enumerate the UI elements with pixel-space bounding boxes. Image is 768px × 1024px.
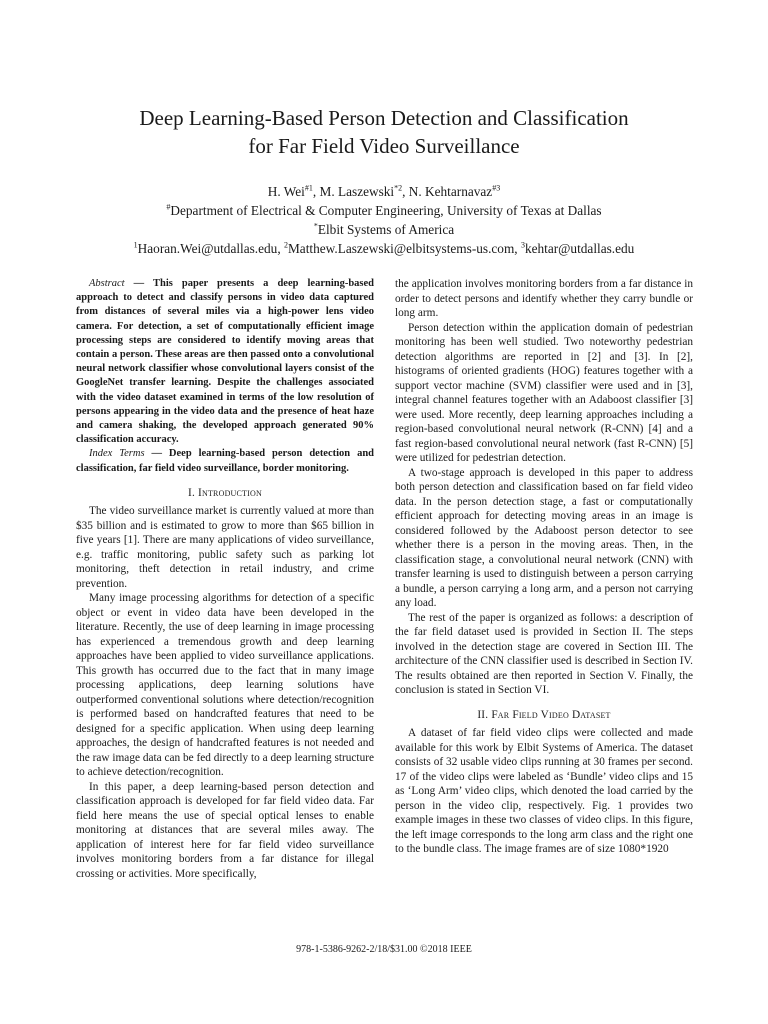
- paragraph: In this paper, a deep learning-based person detection and classification approach is developed for far field video data. Far field here means the use of special optical lenses to enable monitoring at distances that are several miles away. The application of interest here for far field video surveillance involves monitoring borders from a far distance for illegal crossing or activities. More specifically,: [76, 780, 374, 880]
- paragraph: Person detection within the application domain of pedestrian monitoring has been well studied. Two noteworthy pedestrian detection algorithms are reported in [2] and [3]. In [2], histograms of oriented gradients (HOG) features together with a support vector machine (SVM) classifier were used and in [3], integral channel features together with an Adaboost classifier [3] were used. More recently, deep learning approaches including a region-based convolutional neural network (R-CNN) [4] and a fast region-based convolutional neural network (fast R-CNN) [5] were utilized for pedestrian detection.: [395, 321, 693, 464]
- right-column: [395, 277, 693, 857]
- affiliation-2: *Elbit Systems of America: [313, 221, 455, 237]
- abstract: Abstract — This paper presents a deep learning-based approach to detect and classify persons in video data captured from distances of several miles via a high-power lens video camera. For detection, a set of computationally efficient image processing steps are considered to identify moving areas that contain a person. These areas are then passed onto a convolutional neural network classifier whose convolutional layers consist of the GoogleNet transfer learning. Despite the challenges associated with the video dataset examined in terms of the low resolution of persons appearing in the video data and the presence of heat haze and camera shaking, the developed approach generated 90% classification accuracy.: [76, 278, 375, 446]
- author-block: [0, 182, 768, 258]
- section-heading-dataset: II. Far Field Video Dataset: [477, 708, 611, 721]
- paragraph: Many image processing algorithms for detection of a specific object or event in video data have been developed in the literature. Recently, the use of deep learning in image processing has experienced a tremendous growth and deep learning approaches have been applied to video surveillance applications. This growth has occurred due to the fact that in many image processing applications, deep learning solutions have outperformed conventional solutions where detection/recognition is performed based on handcrafted features that need to be designed for a specific application. When using deep learning approaches, the design of handcrafted features is not needed and the raw image data can be fed directly to a deep learning structure to achieve detection/recognition.: [76, 592, 374, 779]
- paragraph: A two-stage approach is developed in this paper to address both person detection and classification based on far field video data. In the person detection stage, a fast or computationally efficient approach for detecting moving areas in an image is considered followed by the Adaboost person detector to see whether there is a person in the moving areas. Then, in the classification stage, a convolutional neural network (CNN) with transfer learning is used to distinguish between a person carrying a bundle, a person carrying a long arm, and a person not carrying any load.: [395, 466, 693, 609]
- paragraph: the application involves monitoring borders from a far distance in order to detect persons and identify whether they carry bundle or long arm.: [395, 278, 693, 319]
- copyright-footer: 978-1-5386-9262-2/18/$31.00 ©2018 IEEE: [296, 944, 472, 955]
- affiliation-1: #Department of Electrical & Computer Engineering, University of Texas at Dallas: [166, 202, 602, 218]
- paragraph: The video surveillance market is currently valued at more than $35 billion and is estimated to grow to more than $65 billion in five years [1]. There are many applications of video surveillance, e.g. traffic monitoring, public safety such as parking lot monitoring, theft detection in retail industry, and crime prevention.: [76, 505, 374, 590]
- author-emails: $^1$Haoran.Wei@utdallas.edu, $^2$Matthew.Laszewski@elbitsystems-us.com, $^3$kehtar@utdallas.edu: [133, 240, 635, 256]
- section-heading-introduction: I. Introduction: [188, 486, 262, 499]
- paper-title: [0, 104, 768, 160]
- title-line-2: for Far Field Video Surveillance: [248, 134, 520, 158]
- index-terms: Index Terms — Deep learning-based person detection and classification, far field video surveillance, border monitoring.: [76, 448, 374, 474]
- paragraph: The rest of the paper is organized as follows: a description of the far field dataset used is provided in Section II. The steps involved in the detection stage are covered in Section III. The architecture of the CNN classifier used is described in Section IV. The results obtained are then reported in Section V. Finally, the conclusion is stated in Section VI.: [395, 611, 693, 696]
- paragraph: A dataset of far field video clips were collected and made available for this work by Elbit Systems of America. The dataset consists of 32 usable video clips running at 30 frames per second. 17 of the video clips were labeled as ‘Bundle’ video clips and 15 as ‘Long Arm’ video clips, which denoted the load carried by the person in the video clip, respectively. Fig. 1 provides two example images in these two classes of video clips. In this figure, the left image corresponds to the long arm class and the right one to the bundle class. The image frames are of size 1080*1920: [395, 727, 693, 855]
- title-line-1: Deep Learning-Based Person Detection and Classification: [139, 106, 629, 130]
- left-column: [76, 277, 374, 881]
- author-names: H. Wei$^{\#1}$, M. Laszewski$^{*2}$, N. Kehtarnavaz$^{\#3}$: [267, 183, 501, 199]
